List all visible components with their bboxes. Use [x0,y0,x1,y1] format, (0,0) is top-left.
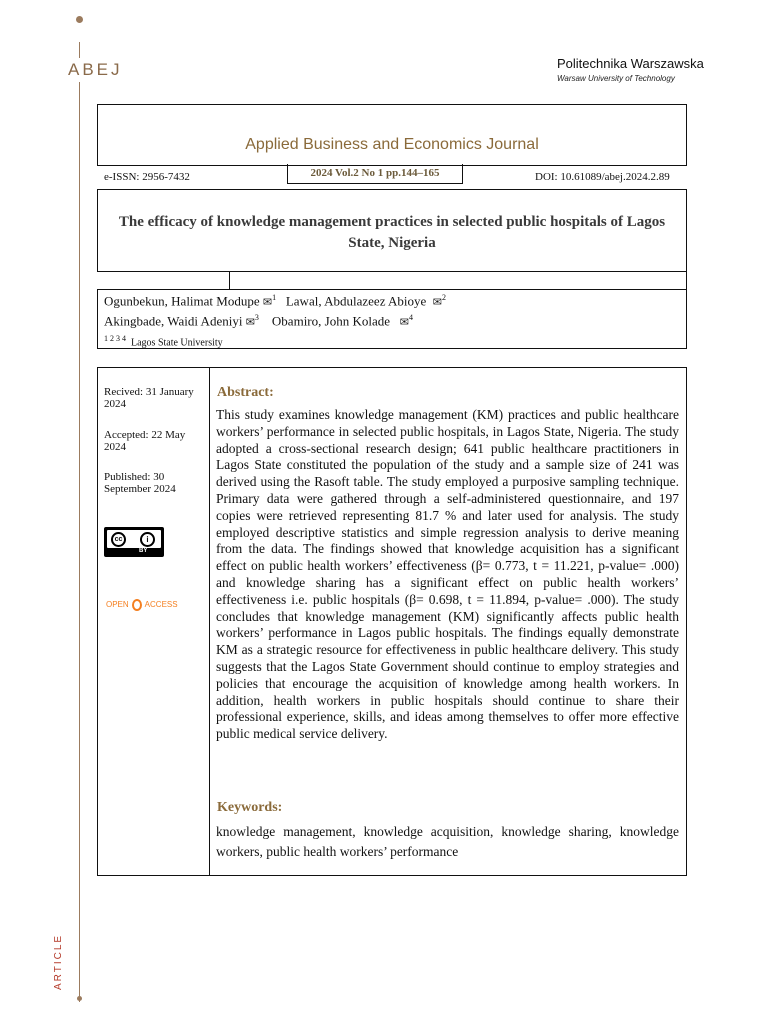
journal-header-box [97,104,687,166]
received-date: Recived: 31 January 2024 [104,386,194,410]
publisher-name: Politechnika Warszawska [557,56,704,71]
rule-bottom-dot [77,996,82,1001]
author-name: Akingbade, Waidi Adeniyi [104,313,243,329]
cc-badge-body [107,530,161,548]
column-divider [209,367,210,876]
accepted-date: Accepted: 22 May 2024 [104,429,186,453]
cc-by-license-badge[interactable] [104,527,164,557]
author-name: Obamiro, John Kolade [271,313,390,329]
author-line-1: Ogunbekun, Halimat Modupe ✉$^1$ Lawal, Abdulazeez Abioye ✉$^2$ [104,293,446,309]
abstract-text: This study examines knowledge management (KM) practices and public healthcare workers’ performance in selected public hospitals, in Lagos State, Nigeria. The study adopted a cross-sectional research design; 641 public healthcare practitioners in Lagos State constituted the population of the study and a sample size of 241 was derived using the Rasoft table. The study employed a purposive sampling technique. Primary data were gathered through a self-administered questionnaire, and 197 copies were retrieved representing 81.7 % and later used for analysis. The study employed descriptive statistics and simple regression analysis to derive meaning from the data. The findings showed that knowledge acquisition has a significant effect on public health workers’ effectiveness (β= 0.773, t = 11.221, p-value= .000) and knowledge sharing has a significant effect on public health workers’ effectiveness i.e. public hospitals (β= 0.698, t = 11.894, p-value= .000). The study concludes that knowledge management (KM) significantly affects public health workers’ performance in Lagos public hospitals. The findings equally demonstrate KM as a strategic resource for effectiveness in public healthcare delivery. This study suggests that the Lagos State Government should continue to employ strategies and policies that encourage the acquisition of knowledge among health workers. In addition, health workers in public hospitals should continue to share their professional experience, skills, and ideas among themselves to offer more effective public medical service delivery. [216,407,679,742]
open-access-badge[interactable]: OPEN ACCESS [106,600,178,610]
rule-top-dot [76,16,83,23]
issn: e-ISSN: 2956-7432 [104,171,190,183]
journal-title: Applied Business and Economics Journal [245,136,539,153]
volume-info: 2024 Vol.2 No 1 pp.144–165 [287,164,463,184]
journal-logo: ABEJ [66,58,125,82]
email-icon[interactable]: ✉ [432,296,442,309]
cc-by-label: BY [139,548,148,554]
author-name: Lawal, Abdulazeez Abioye [285,293,427,309]
title-tab [229,271,687,290]
attribution-icon: i [140,532,155,547]
keywords-heading: Keywords: [217,800,283,815]
author-name: Ogunbekun, Halimat Modupe [104,293,260,309]
publisher-subtitle: Warsaw University of Technology [557,74,675,83]
open-lock-icon [132,599,142,611]
email-icon[interactable]: ✉ [262,296,273,309]
abstract-heading: Abstract: [217,385,274,400]
side-rule [79,42,80,1002]
published-date: Published: 30 September 2024 [104,471,176,495]
email-icon[interactable]: ✉ [399,316,409,329]
doi[interactable]: DOI: 10.61089/abej.2024.2.89 [535,171,670,183]
email-icon[interactable]: ✉ [245,316,255,329]
article-type-label: ARTICLE [53,933,64,990]
affiliation: $^{1 2 3 4}$ Lagos State University [104,334,223,349]
author-line-2: Akingbade, Waidi Adeniyi ✉$^3$ Obamiro, John Kolade ✉$^4$ [104,313,413,329]
keywords-text: knowledge management, knowledge acquisition, knowledge sharing, knowledge workers, public health workers’ performance [216,824,679,859]
cc-icon: cc [111,532,126,547]
article-title: The efficacy of knowledge management practices in selected public hospitals of Lagos State, Nigeria [118,214,666,251]
